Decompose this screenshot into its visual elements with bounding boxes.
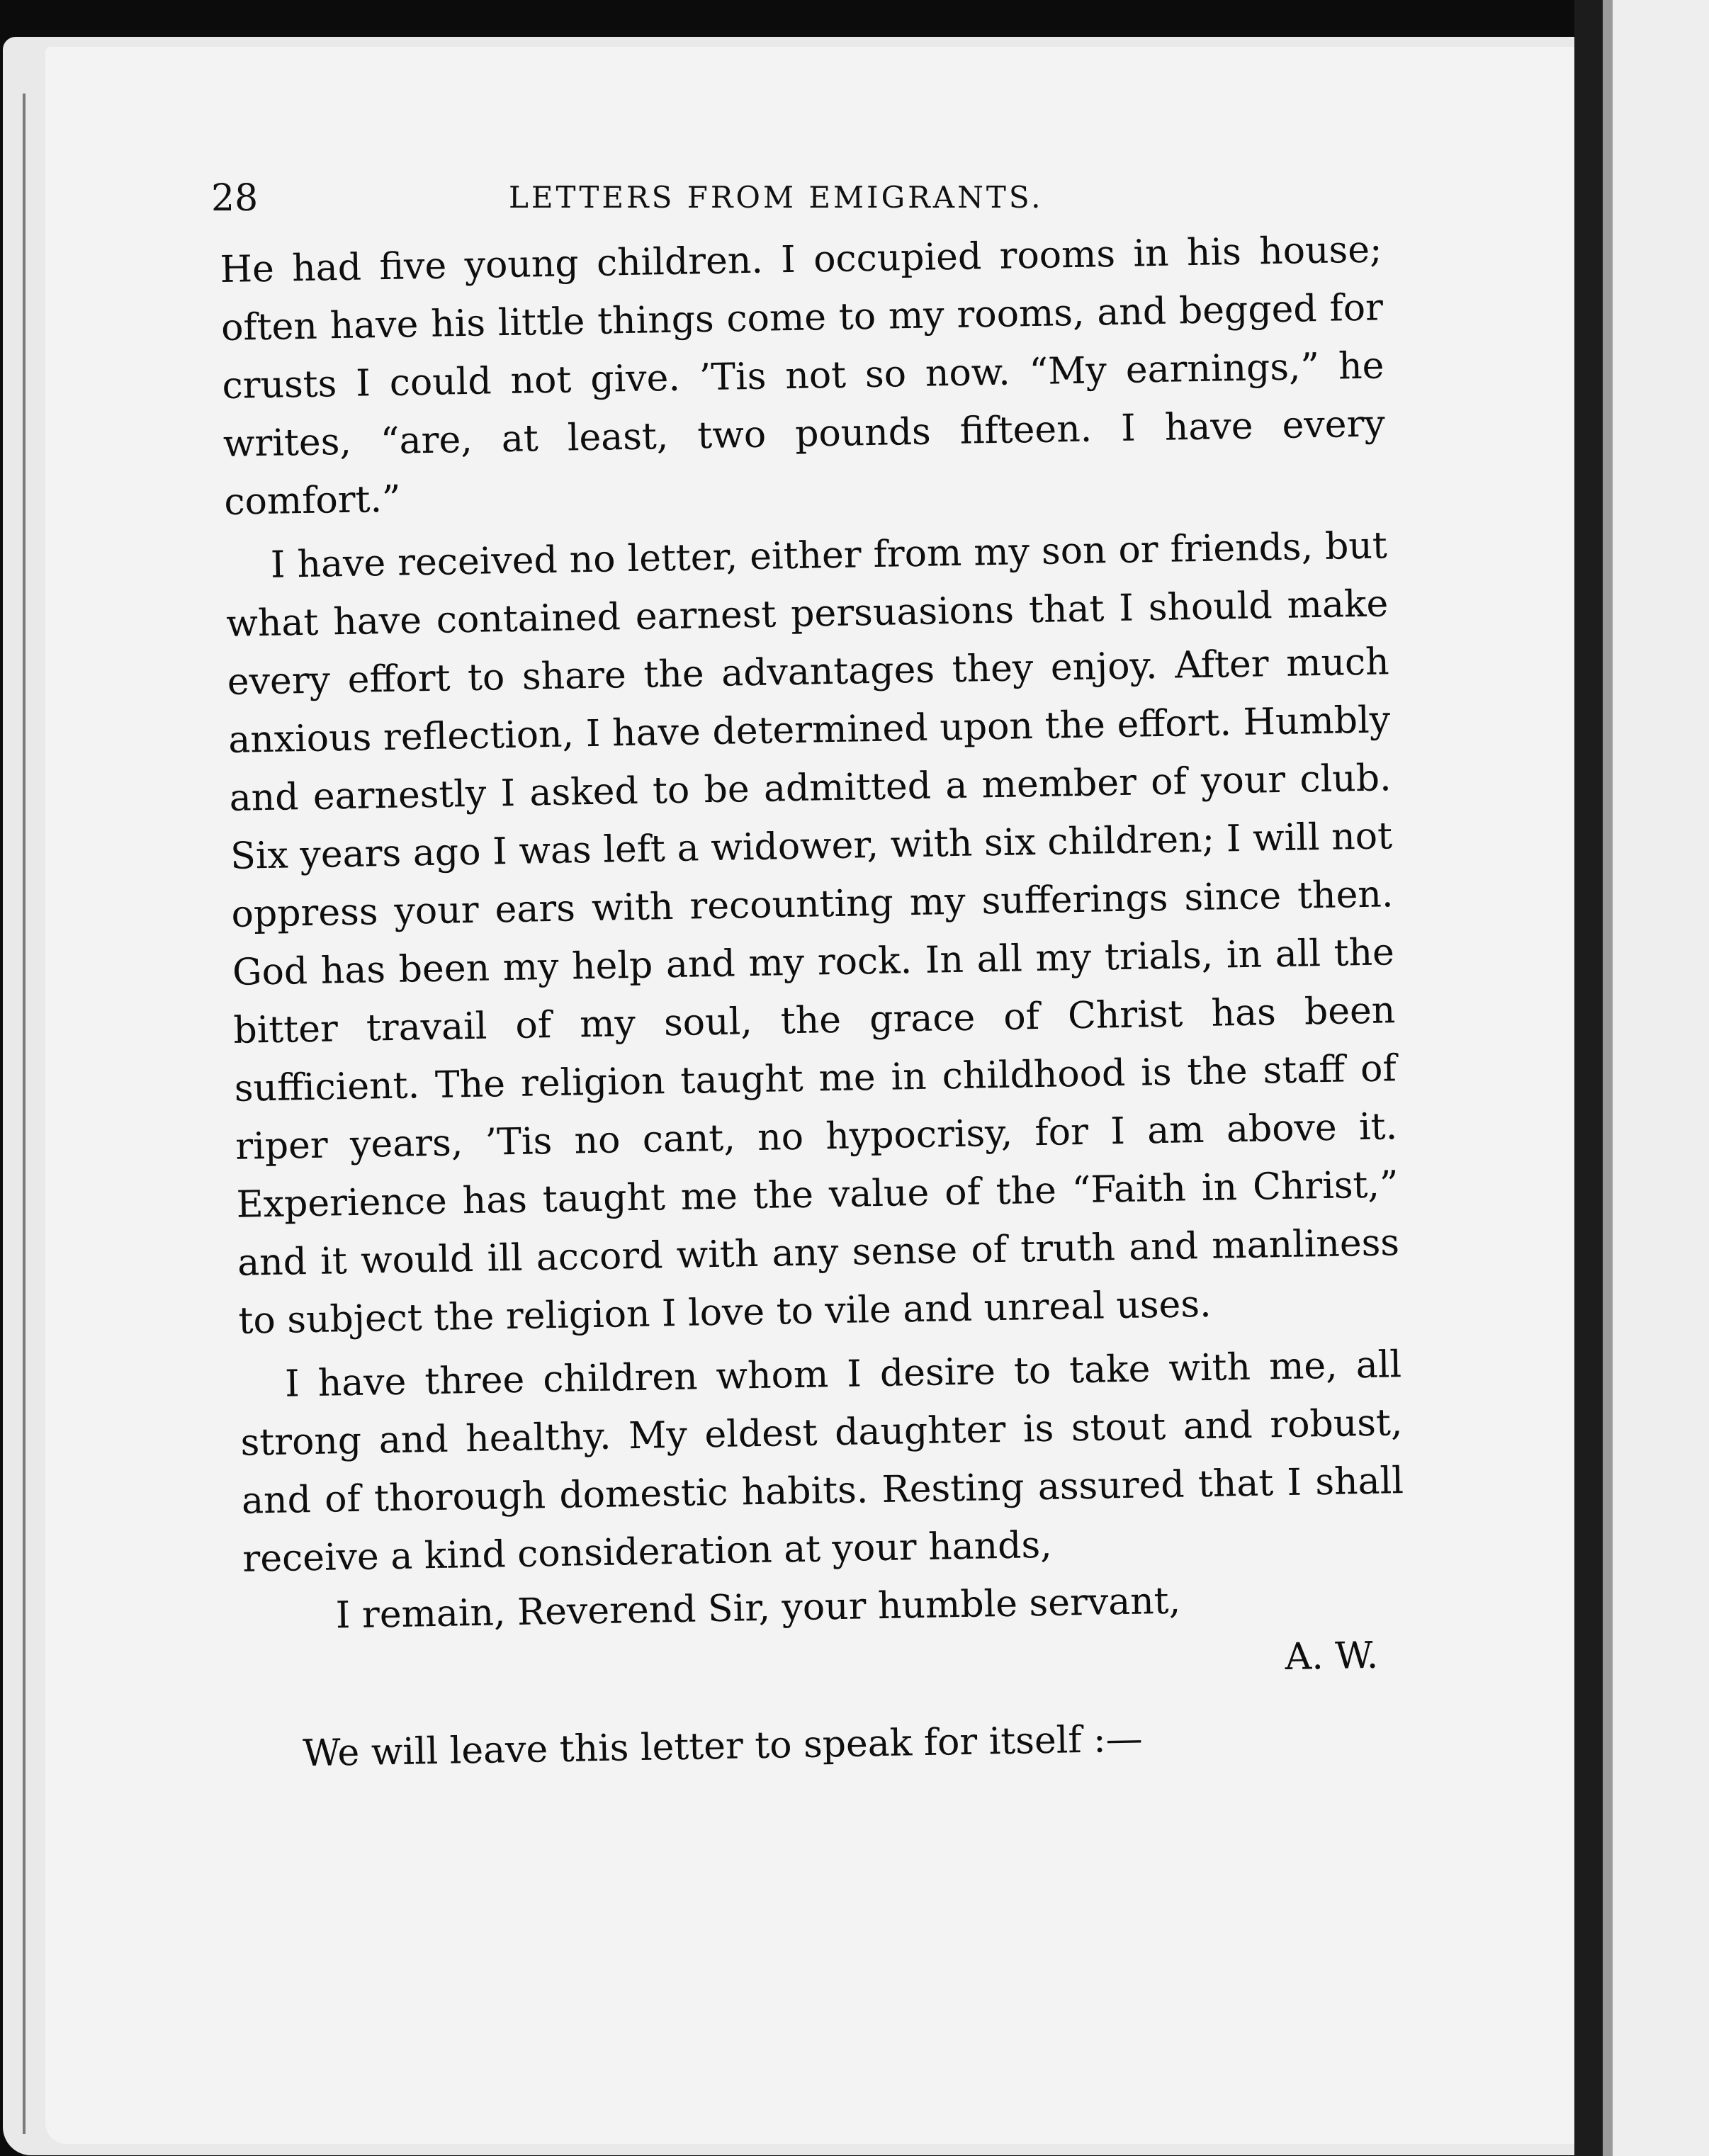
running-head: LETTERS FROM EMIGRANTS. <box>509 180 1044 215</box>
letter-closing: I remain, Reverend Sir, your humble servant, <box>335 1579 1181 1637</box>
book-spine <box>1574 0 1603 2156</box>
page-number: 28 <box>211 177 259 220</box>
body-text <box>220 220 1409 1783</box>
page-header <box>211 170 1416 227</box>
paragraph-2: I have received no letter, either from my son or friends, but what have contained earnest persuasions that I should make every effort to share the advantages they enjoy. After much anxious reflection, I have determined upon the effort. Humbly and earnestly I asked to be admitted a member of your club. Six years ago I was left a widower, with six children; I will not oppress your ears with recounting my sufferings since then. God has been my help and my rock. In all my trials, in all the bitter travail of my soul, the grace of Christ has been sufficient. The religion taught me in childhood is the staff of riper years, ’Tis no cant, no hypocrisy, for I am above it. Experience has taught me the value of the “Faith in Christ,” and it would ill accord with any sense of truth and manliness to subject the religion I love to vile and unreal uses. <box>225 524 1400 1343</box>
signature: A. W. <box>1285 1634 1379 1679</box>
paragraph-3: I have three children whom I desire to take with me, all strong and healthy. My eldest daughter is stout and robust, and of thorough domestic habits. Resting assured that I shall receive a kind consideration at your hands, <box>240 1343 1404 1581</box>
page-edges <box>23 94 26 2134</box>
opposite-page <box>1603 0 1709 2156</box>
closing-note: We will leave this letter to speak for itself :— <box>302 1717 1144 1776</box>
paragraph-1: He had five young children. I occupied rooms in his house; often have his little things come to my rooms, and begged for crusts I could not give. ’Tis not so now. “My earnings,” he writes, “are, at least, two pounds fifteen. I have every comfort.” <box>220 228 1386 524</box>
gutter-shadow <box>1603 0 1613 2156</box>
